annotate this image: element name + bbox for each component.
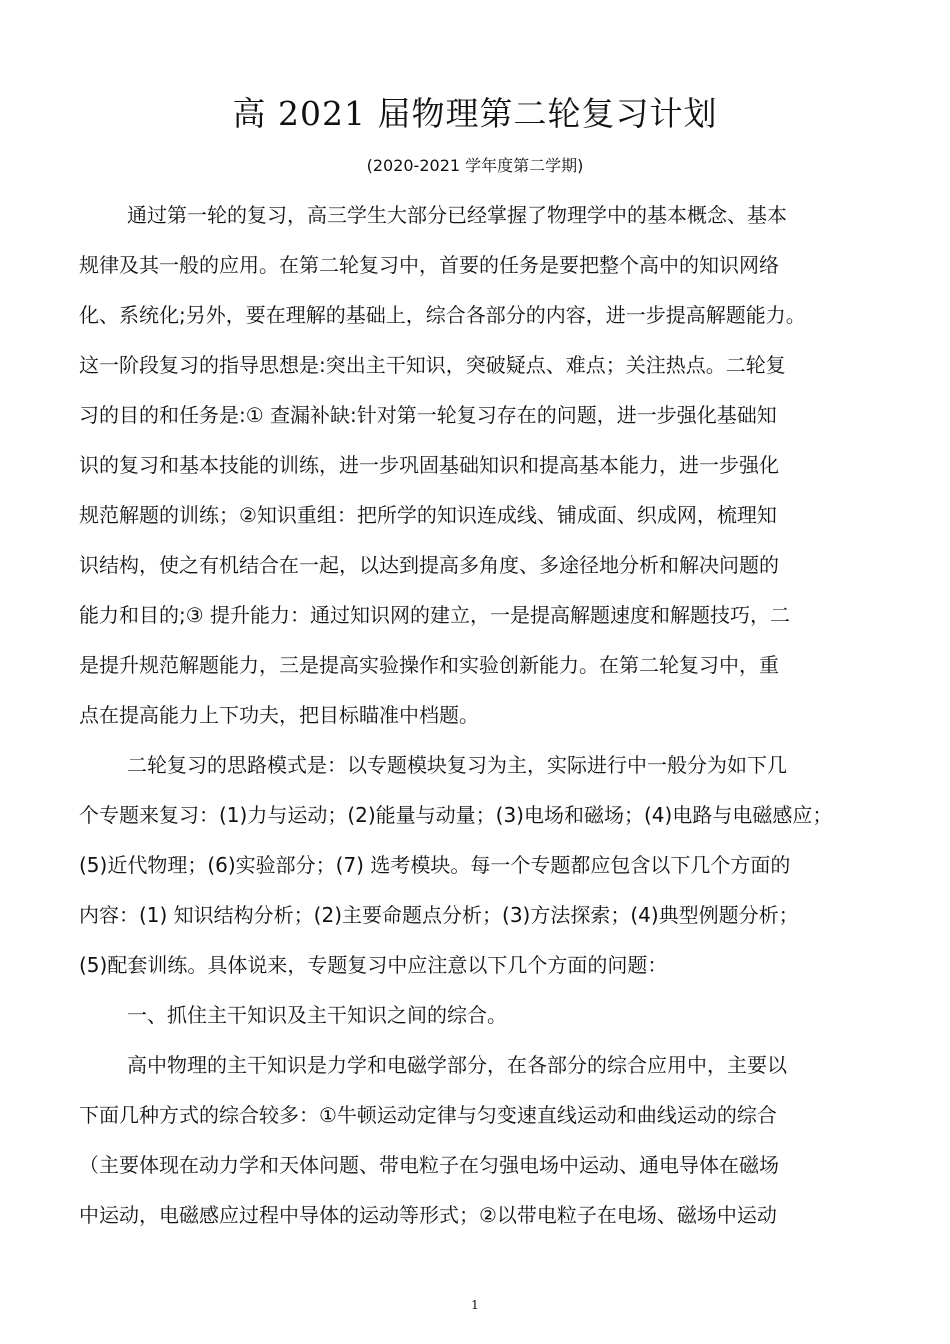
text-line: (5)配套训练。具体说来，专题复习中应注意以下几个方面的问题： bbox=[79, 953, 668, 977]
text-line: 规范解题的训练；②知识重组：把所学的知识连成线、铺成面、织成网，梳理知 bbox=[79, 503, 777, 527]
document-subtitle: (2020-2021 学年度第二学期) bbox=[366, 156, 584, 175]
text-line: （主要体现在动力学和天体问题、带电粒子在匀强电场中运动、通电导体在磁场 bbox=[79, 1153, 779, 1177]
text-line: 识结构，使之有机结合在一起，以达到提高多角度、多途径地分析和解决问题的 bbox=[79, 553, 779, 577]
text-line: 高中物理的主干知识是力学和电磁学部分，在各部分的综合应用中，主要以 bbox=[127, 1053, 787, 1077]
page-number: 1 bbox=[471, 1298, 479, 1312]
section-heading: 一、抓住主干知识及主干知识之间的综合。 bbox=[127, 1003, 507, 1027]
text-line: 二轮复习的思路模式是：以专题模块复习为主，实际进行中一般分为如下几 bbox=[127, 753, 787, 777]
text-line: 识的复习和基本技能的训练，进一步巩固基础知识和提高基本能力，进一步强化 bbox=[79, 453, 779, 477]
text-line: 规律及其一般的应用。在第二轮复习中，首要的任务是要把整个高中的知识网络 bbox=[79, 253, 779, 277]
text-line: 是提升规范解题能力，三是提高实验操作和实验创新能力。在第二轮复习中，重 bbox=[79, 653, 779, 677]
text-line: 内容：(1) 知识结构分析；(2)主要命题点分析；(3)方法探索；(4)典型例题分析； bbox=[79, 903, 799, 927]
text-line: 这一阶段复习的指导思想是:突出主干知识，突破疑点、难点；关注热点。二轮复 bbox=[79, 353, 786, 377]
text-line: 下面几种方式的综合较多：①牛顿运动定律与匀变速直线运动和曲线运动的综合 bbox=[79, 1103, 777, 1127]
text-line: (5)近代物理；(6)实验部分；(7) 选考模块。每一个专题都应包含以下几个方面的 bbox=[79, 853, 791, 877]
text-line: 通过第一轮的复习，高三学生大部分已经掌握了物理学中的基本概念、基本 bbox=[127, 203, 787, 227]
document-title: 高 2021 届物理第二轮复习计划 bbox=[232, 94, 718, 133]
text-line: 个专题来复习：(1)力与运动；(2)能量与动量；(3)电场和磁场；(4)电路与电磁感应； bbox=[79, 803, 833, 827]
text-line: 能力和目的;③ 提升能力：通过知识网的建立，一是提高解题速度和解题技巧，二 bbox=[79, 603, 791, 627]
text-line: 中运动，电磁感应过程中导体的运动等形式；②以带电粒子在电场、磁场中运动 bbox=[79, 1203, 777, 1227]
text-line: 点在提高能力上下功夫，把目标瞄准中档题。 bbox=[79, 703, 479, 727]
text-line: 化、系统化;另外，要在理解的基础上，综合各部分的内容，进一步提高解题能力。 bbox=[79, 303, 806, 327]
text-line: 习的目的和任务是:① 查漏补缺:针对第一轮复习存在的问题，进一步强化基础知 bbox=[79, 403, 777, 427]
